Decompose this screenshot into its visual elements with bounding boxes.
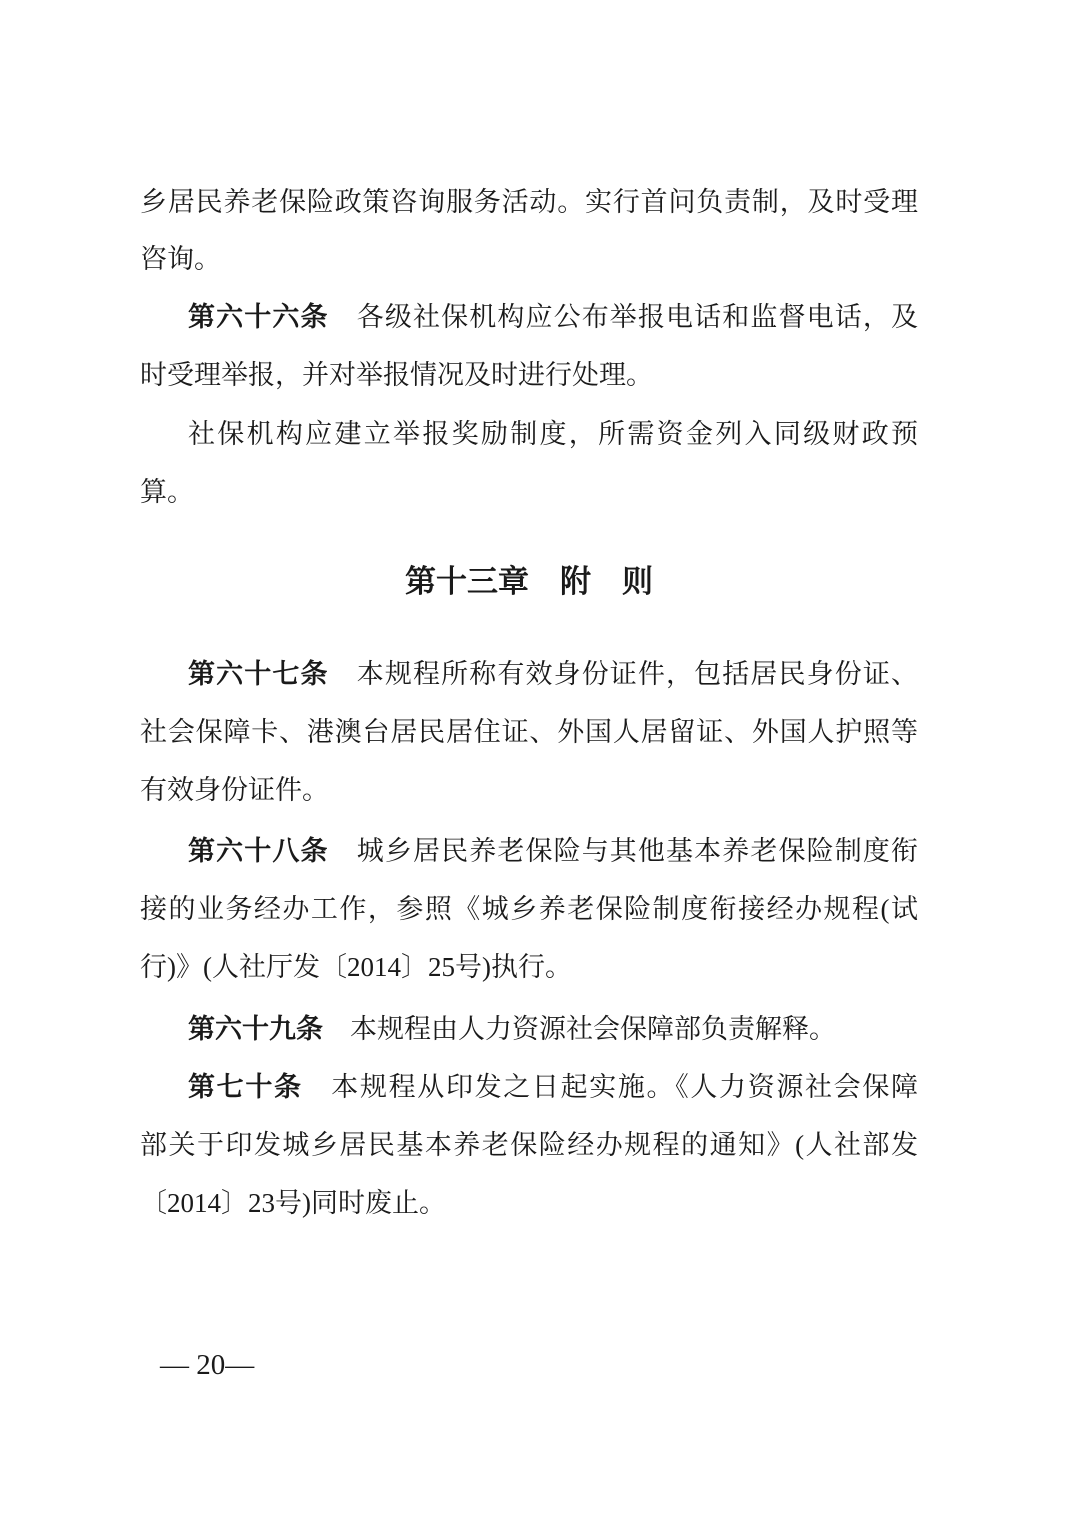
article-66-line-2: 时受理举报，并对举报情况及时进行处理。 — [140, 360, 653, 390]
article-69-line-1 — [188, 1009, 918, 1049]
page-number: — 20— — [160, 1349, 255, 1381]
article-70-number: 第七十条 — [188, 1072, 303, 1102]
article-67-text: 本规程所称有效身份证件，包括居民身份证、 — [328, 659, 919, 689]
article-68-number: 第六十八条 — [188, 836, 329, 866]
article-68-line-2: 接的业务经办工作，参照《城乡养老保险制度衔接经办规程(试 — [140, 894, 918, 924]
article-67-line-2: 社会保障卡、港澳台居民居住证、外国人居留证、外国人护照等 — [140, 717, 918, 747]
article-66-paragraph-2-line-2: 算。 — [140, 477, 194, 507]
article-69-number: 第六十九条 — [188, 1014, 323, 1044]
article-66-paragraph-2-line-1: 社保机构应建立举报奖励制度，所需资金列入同级财政预 — [188, 419, 918, 449]
chapter-13-heading: 第十三章 附 则 — [405, 564, 653, 599]
article-70-line-1 — [188, 1067, 918, 1107]
article-67-line-1 — [188, 654, 918, 694]
article-68-line-3: 行)》(人社厅发〔2014〕25号)执行。 — [140, 952, 572, 982]
article-67-line-3: 有效身份证件。 — [140, 775, 329, 805]
article-70-line-3: 〔2014〕23号)同时废止。 — [140, 1188, 446, 1218]
article-69-text: 本规程由人力资源社会保障部负责解释。 — [323, 1014, 836, 1044]
article-68-line-1 — [188, 831, 918, 871]
article-66-text: 各级社保机构应公布举报电话和监督电话，及 — [328, 302, 919, 332]
continuation-paragraph-line-2: 咨询。 — [140, 244, 221, 274]
article-70-line-2: 部关于印发城乡居民基本养老保险经办规程的通知》(人社部发 — [140, 1130, 918, 1160]
article-66-line-1 — [188, 297, 918, 337]
article-68-text: 城乡居民养老保险与其他基本养老保险制度衔 — [328, 836, 919, 866]
article-67-number: 第六十七条 — [188, 659, 329, 689]
article-66-number: 第六十六条 — [188, 302, 329, 332]
continuation-paragraph-line-1: 乡居民养老保险政策咨询服务活动。实行首问负责制，及时受理 — [140, 187, 918, 217]
article-70-text: 本规程从印发之日起实施。《人力资源社会保障 — [302, 1072, 918, 1102]
